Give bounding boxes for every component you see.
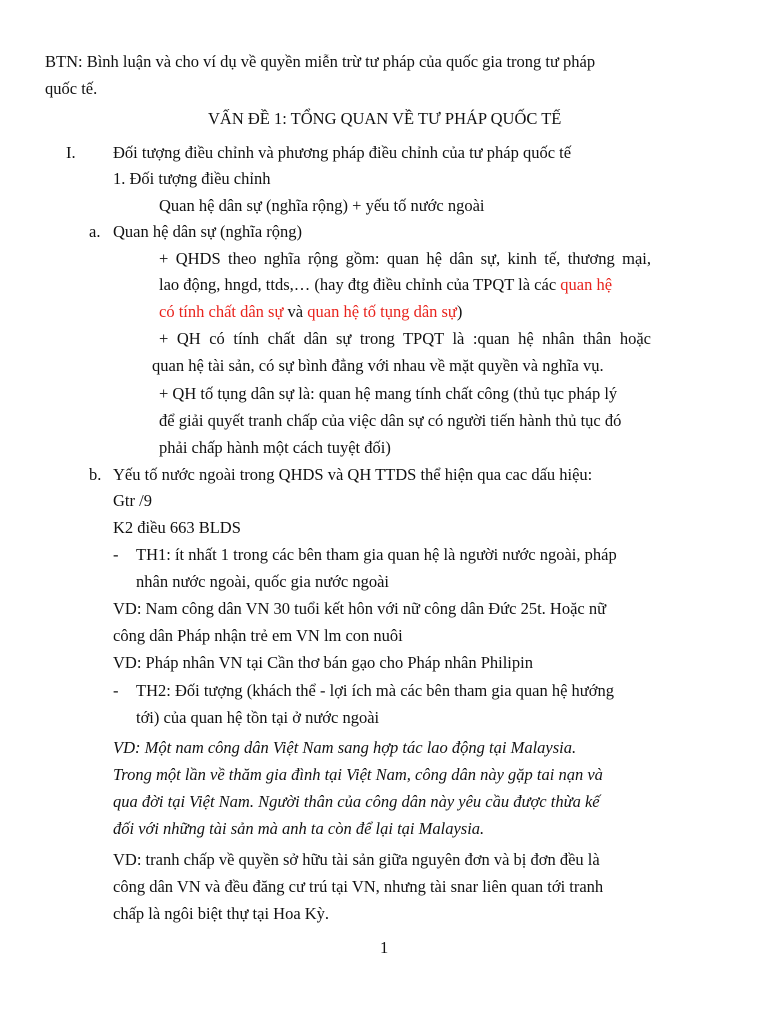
example-4-line-1: VD: tranh chấp về quyền sở hữu tài sản giữa nguyên đơn và bị đơn đều là [113,850,600,869]
example-1-line-1: VD: Nam công dân VN 30 tuổi kết hôn với nữ công dân Đức 25t. Hoặc nữ [113,599,607,618]
example-3-line-3: qua đời tại Việt Nam. Người thân của công dân này yêu cầu được thừa kế [113,792,600,811]
assignment-line-2: quốc tế. [45,79,98,98]
chapter-title: VẤN ĐỀ 1: TỔNG QUAN VỀ TƯ PHÁP QUỐC TẾ [208,109,562,128]
section-title: Đối tượng điều chỉnh và phương pháp điều chỉnh của tư pháp quốc tế [113,143,572,162]
example-3-line-2: Trong một lần về thăm gia đình tại Việt Nam, công dân này gặp tai nạn và [113,765,603,784]
th2-line-1: TH2: Đối tượng (khách thể - lợi ích mà các bên tham gia quan hệ hướng [136,681,614,700]
reference-page: Gtr /9 [113,491,152,510]
qh-tinh-chat-line-2: quan hệ tài sản, có sự bình đẳng với nhau về mặt quyền và nghĩa vụ. [152,356,604,375]
th1-line-2: nhân nước ngoài, quốc gia nước ngoài [136,572,389,591]
assignment-line-1: BTN: Bình luận và cho ví dụ về quyền miễn trừ tư pháp của quốc gia trong tư pháp [45,52,596,71]
qh-to-tung-line-2: để giải quyết tranh chấp của việc dân sự có người tiến hành thủ tục đó [159,411,622,430]
qhds-text: lao động, hngd, ttds,… (hay đtg điều chỉnh của TPQT là các [159,275,561,294]
qhds-line-1: + QHDS theo nghĩa rộng gồm: quan hệ dân sự, kinh tế, thương mại, [159,249,651,268]
example-4-line-3: chấp là ngôi biệt thự tại Hoa Kỳ. [113,904,330,923]
example-3-line-1: VD: Một nam công dân Việt Nam sang hợp tác lao động tại Malaysia. [113,738,577,757]
subsection-heading: 1. Đối tượng điều chỉnh [113,169,271,188]
example-4-line-2: công dân VN và đều đăng cư trú tại VN, nhưng tài snar liên quan tới tranh [113,877,604,896]
qhds-line-3 [159,301,462,323]
example-2: VD: Pháp nhân VN tại Cần thơ bán gạo cho Pháp nhân Philipin [113,653,533,672]
qh-tinh-chat-line-1: + QH có tính chất dân sự trong TPQT là :quan hệ nhân thân hoặc [159,329,651,348]
example-1-line-2: công dân Pháp nhận trẻ em VN lm con nuôi [113,626,403,645]
page-number: 1 [380,938,389,957]
item-a-title: Quan hệ dân sự (nghĩa rộng) [113,222,303,241]
item-b-marker: b. [89,465,102,484]
bullet-dash-th1: - [113,545,119,564]
bullet-dash-th2: - [113,681,119,700]
item-b-title: Yếu tố nước ngoài trong QHDS và QH TTDS thể hiện qua cac dấu hiệu: [113,465,593,484]
qh-to-tung-line-1: + QH tố tụng dân sự là: quan hệ mang tính chất công (thủ tục pháp lý [159,384,618,403]
highlight-quan-he: quan hệ [560,275,613,294]
th2-line-2: tới) của quan hệ tồn tại ở nước ngoài [136,708,380,727]
qhds-line-2 [159,274,612,296]
section-number: I. [66,143,76,162]
formula-line: Quan hệ dân sự (nghĩa rộng) + yếu tố nước ngoài [159,196,485,215]
legal-reference: K2 điều 663 BLDS [113,518,241,537]
closing-paren: ) [456,302,463,321]
highlight-to-tung-dan-su: quan hệ tố tụng dân sự [307,302,457,321]
th1-line-1: TH1: ít nhất 1 trong các bên tham gia quan hệ là người nước ngoài, pháp [136,545,617,564]
item-a-marker: a. [89,222,101,241]
highlight-tinh-chat-dan-su: có tính chất dân sự [159,302,284,321]
example-3-line-4: đối với những tài sản mà anh ta còn để lại tại Malaysia. [113,819,485,838]
conjunction: và [283,302,308,321]
qh-to-tung-line-3: phải chấp hành một cách tuyệt đối) [159,438,391,457]
